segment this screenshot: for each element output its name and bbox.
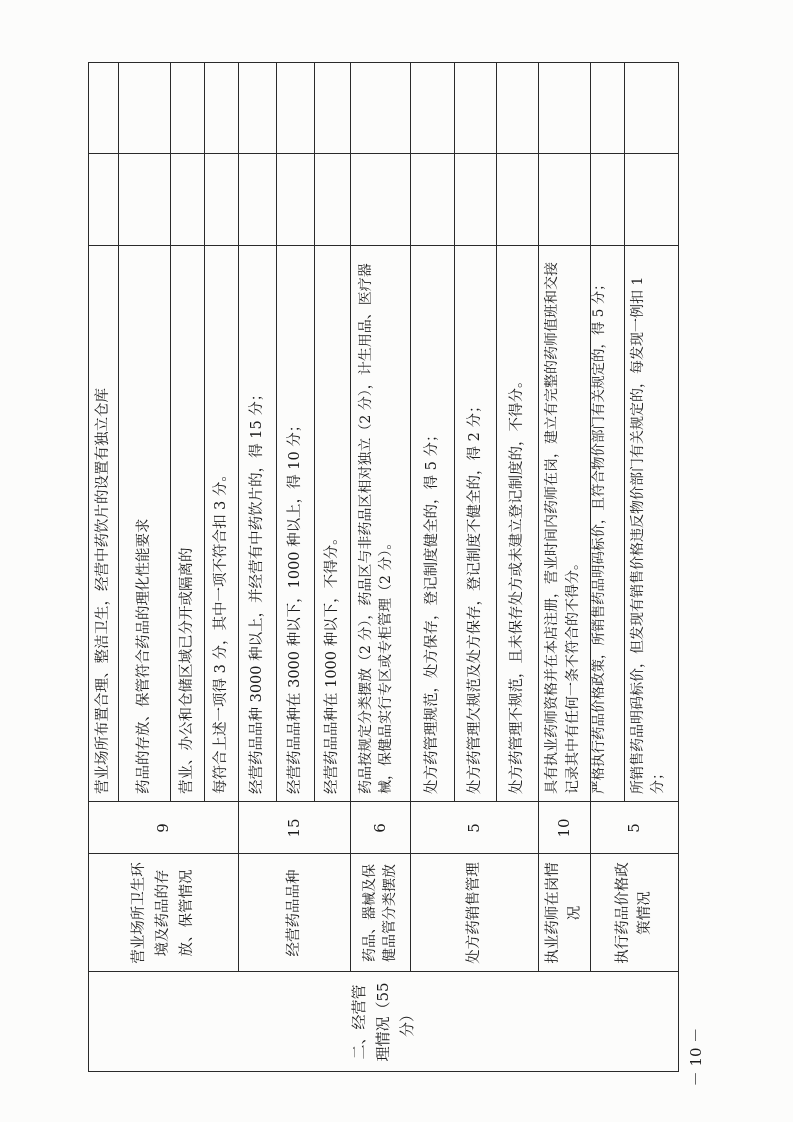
item-score: 5 <box>465 823 483 833</box>
rule <box>678 62 679 1072</box>
criterion: 处方药管理不规范，且未保存处方或未建立登记制度的，不得分。 <box>509 373 525 794</box>
item-name: 营业场所卫生环境及药品的存放、保管情况 <box>131 862 195 964</box>
item-name: 执行药品价格政策情况 <box>615 862 653 964</box>
criterion: 每符合上述一项得 3 分，其中一项不符合扣 3 分。 <box>213 467 229 794</box>
criterion: 营业、办公和仓储区域已分开或隔离的 <box>179 547 195 794</box>
criterion: 经营药品品种在 3000 种以下，1000 种以上，得 10 分； <box>287 417 303 794</box>
item-name: 经营药品品种 <box>286 869 302 957</box>
rule <box>88 153 678 154</box>
criterion: 营业场所布置合理、整洁卫生，经营中药饮片的设置有独立仓库 <box>95 388 111 794</box>
criterion: 药品按规定分类摆放（2 分），药品区与非药品区相对独立（2 分），计生用品、医疗器械，保健品实行专区或专柜管理（2 分）。 <box>358 263 394 794</box>
item-score: 6 <box>371 823 389 833</box>
item-name: 药品、器械及保健品管分类摆放 <box>362 864 398 962</box>
section-title: 二、经营管理情况（55分） <box>350 982 416 1062</box>
criterion: 所销售药品明码标价，但发现有销售价格违反物价部门有关规定的，每发现一例扣 1 分； <box>630 276 666 794</box>
item-score: 10 <box>555 818 573 838</box>
item-score: 5 <box>625 823 643 833</box>
criterion: 经营药品品种在 1000 种以下，不得分。 <box>324 530 340 794</box>
criterion: 严格执行药品价格政策，所销售药品明码标价，且符合物价部门有关规定的，得 5 分； <box>591 277 607 794</box>
item-name: 执业药师在岗情况 <box>545 862 583 964</box>
criterion: 药品的存放、保管符合药品的理化性能要求 <box>136 518 152 794</box>
rule <box>88 62 678 63</box>
criterion: 处方药管理欠规范及处方保存，登记制度不健全的，得 2 分； <box>467 398 483 794</box>
item-score: 15 <box>285 818 303 838</box>
scoring-table <box>88 62 678 1072</box>
criterion: 经营药品品种 3000 种以上，并经营有中药饮片的，得 15 分； <box>249 386 265 794</box>
page-number: － 10 － <box>686 1027 705 1087</box>
item-name: 处方药销售管理 <box>466 862 482 964</box>
item-score: 9 <box>154 823 172 833</box>
criterion: 处方药管理规范，处方保存，登记制度健全的，得 5 分； <box>424 427 440 794</box>
criterion: 具有执业药师资格并在本店注册，营业时间内药师在岗，建立有完整的药师值班和交接记录其中有任何一条不符合的不得分。 <box>544 262 581 794</box>
